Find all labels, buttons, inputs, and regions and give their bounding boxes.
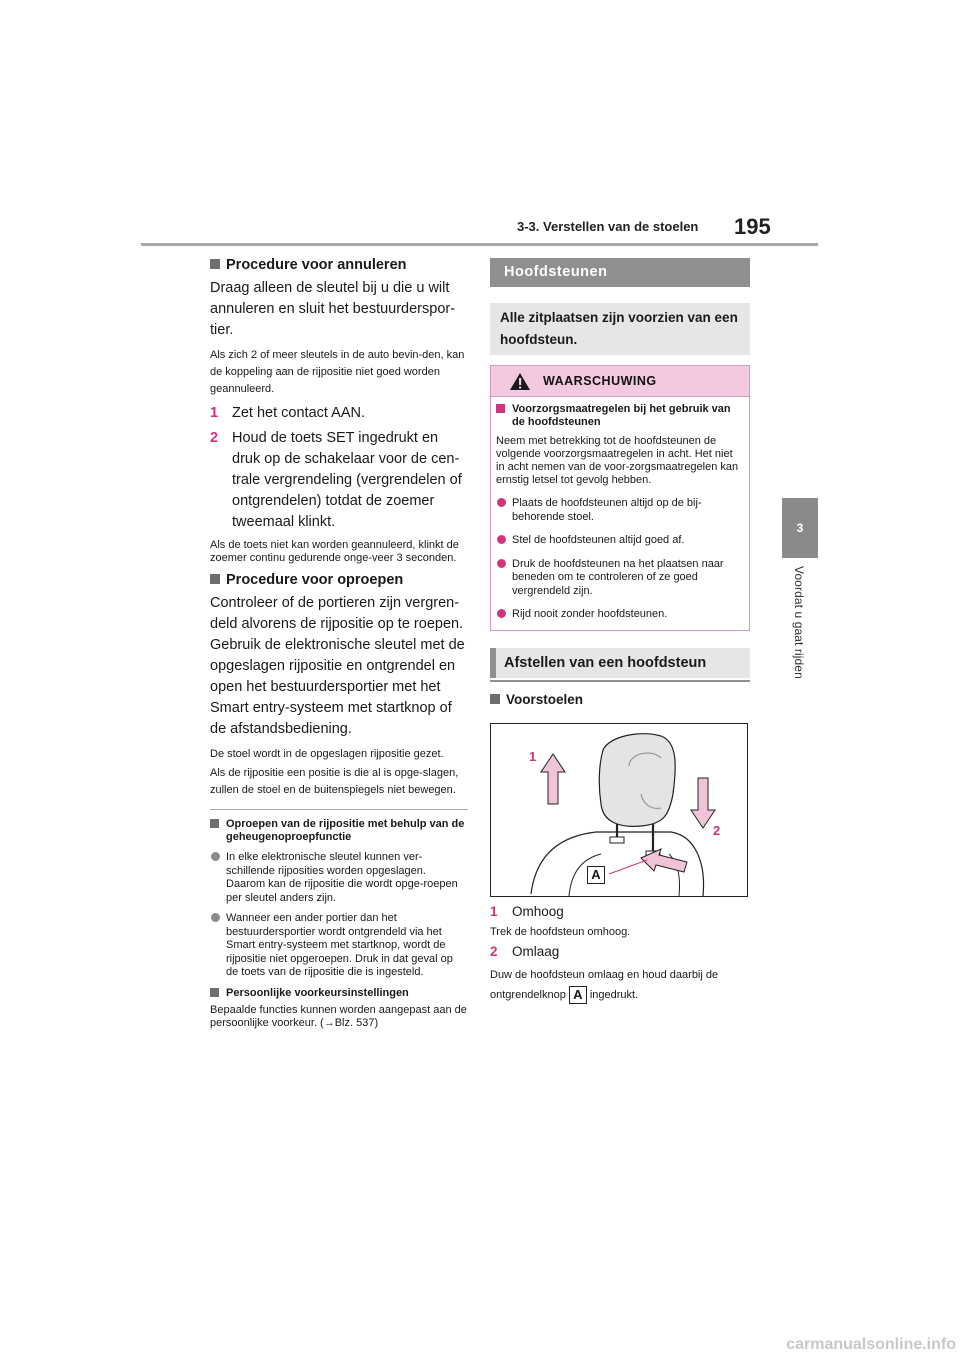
- bullet-dot-icon: [497, 559, 506, 568]
- adjust-heading-bar: Afstellen van een hoofdsteun: [490, 648, 750, 678]
- page-number: 195: [734, 214, 771, 239]
- section-heading-bar: Hoofdsteunen: [490, 258, 750, 287]
- step-1: 1 Zet het contact AAN.: [210, 405, 365, 421]
- item-up: 1 Omhoog: [490, 903, 564, 919]
- square-bullet-icon: [210, 259, 220, 269]
- intro-box: Alle zitplaatsen zijn voorzien van een hoofdsteun.: [490, 303, 750, 355]
- chapter-title: Voordat u gaat rijden: [792, 566, 806, 679]
- bullet-dot-icon: [497, 498, 506, 507]
- cancel-note: Als zich 2 of meer sleutels in de auto bevin-den, kan de koppeling aan de rijpositie niet goed worden geannuleerd.: [210, 349, 465, 395]
- section-title: 3-3. Verstellen van de stoelen: [517, 219, 699, 234]
- cancel-text: Draag alleen de sleutel bij u die u wilt annuleren en sluit het bestuurderspor-tier.: [210, 280, 456, 338]
- warning-title: WAARSCHUWING: [543, 374, 657, 388]
- label-down: 2: [713, 822, 721, 838]
- square-bullet-icon: [210, 819, 219, 828]
- item-down: 2 Omlaag: [490, 943, 560, 959]
- bullet-dot-icon: [211, 913, 220, 922]
- button-a-ref: A: [569, 986, 587, 1004]
- recall-heading: Procedure voor oproepen: [210, 571, 468, 589]
- list-item: Druk de hoofdsteunen na het plaatsen naar beneden om te controleren of ze goed vergrendeld zijn.: [496, 558, 743, 599]
- memory-bullets: [210, 851, 468, 980]
- step-2: 2 Houd de toets SET ingedrukt en druk op de schakelaar voor de cen-trale vergrendeling (vergrendelen of ontgrendelen) totdat de zoemer tweemaal klinkt.: [210, 430, 462, 530]
- left-column: [210, 256, 468, 1030]
- label-button: A: [587, 866, 605, 884]
- bullet-dot-icon: [211, 852, 220, 861]
- list-item: Stel de hoofdsteunen altijd goed af.: [496, 534, 743, 548]
- warning-text: Neem met betrekking tot de hoofdsteunen de volgende voorzorgsmaatregelen in acht. Het niet in acht nemen van de voor-zorgsmaatregelen kan ernstig letsel tot gevolg hebben.: [496, 435, 739, 486]
- header-divider: [141, 243, 818, 246]
- warning-box: [490, 365, 750, 631]
- warning-header: [491, 366, 749, 397]
- steps-note: Als de toets niet kan worden geannuleerd, klinkt de zoemer continu gedurende onge-veer 3 seconden.: [210, 539, 459, 564]
- chapter-tab: 3: [782, 498, 818, 558]
- list-item: In elke elektronische sleutel kunnen ver-schillende rijposities worden opgeslagen. Daarom kan de rijpositie die wordt opge-roepen per sleutel anders zijn.: [210, 851, 468, 905]
- divider: [210, 809, 468, 810]
- bullet-dot-icon: [497, 609, 506, 618]
- list-item: Plaats de hoofdsteunen altijd op de bij-behorende stoel.: [496, 497, 743, 524]
- headrest-illustration: [490, 723, 748, 897]
- warning-bullets: [496, 497, 743, 622]
- watermark: carmanualsonline.info: [786, 1336, 956, 1353]
- warning-heading: Voorzorgsmaatregelen bij het gebruik van de hoofdsteunen: [496, 403, 743, 429]
- right-column: [490, 258, 750, 1005]
- personal-text: Bepaalde functies kunnen worden aangepast aan de persoonlijke voorkeur. (→Blz. 537): [210, 1003, 467, 1029]
- item-down-text: Duw de hoofdsteun omlaag en houd daarbij de ontgrendelknop A ingedrukt.: [490, 968, 719, 1002]
- chapter-title-vertical: [792, 566, 808, 706]
- item-up-text: Trek de hoofdsteun omhoog.: [490, 925, 631, 938]
- square-bullet-icon: [490, 694, 500, 704]
- square-bullet-icon: [496, 404, 505, 413]
- list-item: Wanneer een ander portier dan het bestuurdersportier wordt ontgrendeld via het Smart entry-systeem met startknop, wordt de rijpositie niet opgeroepen. Druk in dat geval op de toets van de rijpositie die is ingesteld.: [210, 912, 468, 980]
- warning-triangle-icon: [509, 372, 531, 391]
- recall-note-2: Als de rijpositie een positie is die al is opge-slagen, zullen de stoel en de buitenspiegels niet bewegen.: [210, 767, 459, 796]
- label-up: 1: [529, 748, 537, 764]
- divider: [490, 680, 750, 682]
- front-seats-heading: Voorstoelen: [490, 691, 750, 709]
- recall-text: Controleer of de portieren zijn vergren-deld alvorens de rijpositie op te roepen. Gebruik de elektronische sleutel met de opgeslagen rijpositie en ontgrendel en open het bestuurdersportier met het Smart entry-systeem met startknop of de afstandsbediening.: [210, 595, 465, 737]
- list-item: Rijd nooit zonder hoofdsteunen.: [496, 608, 743, 622]
- recall-note-1: De stoel wordt in de opgeslagen rijpositie gezet.: [210, 748, 444, 760]
- cancel-heading: Procedure voor annuleren: [210, 256, 468, 274]
- square-bullet-icon: [210, 574, 220, 584]
- memory-heading: Oproepen van de rijpositie met behulp van de geheugenoproepfunctie: [210, 818, 468, 844]
- personal-heading: Persoonlijke voorkeursinstellingen: [210, 987, 468, 1000]
- square-bullet-icon: [210, 988, 219, 997]
- bullet-dot-icon: [497, 535, 506, 544]
- warning-body: [491, 397, 749, 630]
